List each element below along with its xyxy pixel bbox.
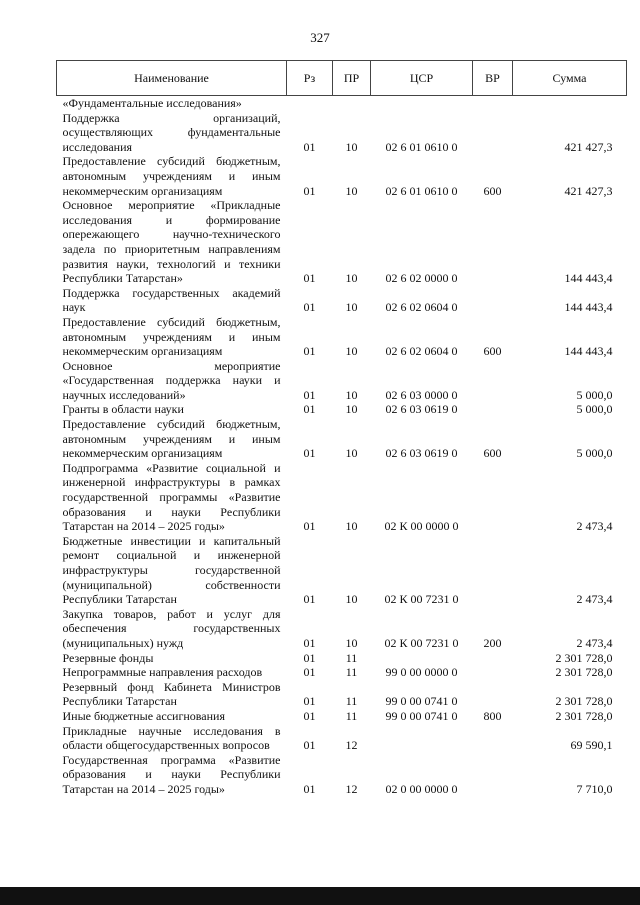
row-name-line: Предоставление субсидий бюджетным, [62,314,281,329]
row-pr: 11 [345,650,358,665]
row-sum: 2 473,4 [576,519,613,534]
header-pr: ПР [333,61,371,96]
row-name-line: некоммерческим организациям [62,183,223,198]
header-rz: Рз [287,61,333,96]
row-csr: 02 6 02 0604 0 [385,300,458,315]
table-row [57,461,627,534]
row-rz: 01 [303,694,316,709]
row-name [57,417,287,461]
row-csr: 99 0 00 0741 0 [385,694,458,709]
row-sum: 7 710,0 [576,781,613,796]
row-sum: 421 427,3 [564,139,613,154]
row-name [57,607,287,651]
row-rz: 01 [303,781,316,796]
row-name-line: некоммерческим организациям [62,446,223,461]
row-pr: 12 [345,781,358,796]
row-name [57,402,287,417]
row-vr [473,286,513,315]
row-rz: 01 [303,402,316,417]
table-row [57,607,627,651]
row-name-line: государственной программы «Развитие [62,490,281,505]
row-name [57,709,287,724]
row-name-line: Татарстан на 2014 – 2025 годы» [62,519,225,534]
row-pr: 10 [345,592,358,607]
row-csr [371,96,473,111]
row-name [57,534,287,607]
table-row [57,753,627,797]
row-csr: 02 6 02 0000 0 [385,271,458,286]
row-rz: 01 [303,446,316,461]
row-name-line: области общегосударственных вопросов [62,738,270,753]
row-name-line: Резервный фонд Кабинета Министров [62,679,281,694]
row-name-line: задела по приоритетным направлениям [62,241,281,256]
row-rz: 01 [303,344,316,359]
table-row [57,111,627,155]
row-name [57,111,287,155]
row-sum: 144 443,4 [564,300,613,315]
row-pr: 10 [345,139,358,154]
row-name-line: Поддержка организаций, [62,110,281,125]
row-name [57,359,287,403]
row-name-line: Непрограммные направления расходов [62,665,263,680]
row-sum: 421 427,3 [564,183,613,198]
row-rz: 01 [303,592,316,607]
row-name-line: Прикладные научные исследования в [62,723,281,738]
table-row [57,154,627,198]
row-pr: 10 [345,271,358,286]
row-name-line: развития науки, технологий и техники [62,256,281,271]
budget-table-container [56,60,626,797]
row-name-line: Республики Татарстан» [62,271,183,286]
row-name-line: Гранты в области науки [62,402,184,417]
row-pr: 11 [345,665,358,680]
row-name-line: образования и науки Республики [62,504,281,519]
row-name-line: исследования и формирование [62,212,281,227]
header-name: Наименование [57,61,287,96]
table-row [57,359,627,403]
row-csr: 02 0 00 0000 0 [385,781,458,796]
row-vr [473,111,513,155]
row-name [57,154,287,198]
table-row [57,315,627,359]
table-body [57,96,627,797]
row-name-line: Предоставление субсидий бюджетным, [62,154,281,169]
row-pr: 12 [345,738,358,753]
row-name [57,753,287,797]
table-row [57,402,627,417]
row-csr: 02 К 00 0000 0 [384,519,459,534]
row-name-line: инженерной инфраструктуры в рамках [62,475,281,490]
row-rz: 01 [303,519,316,534]
row-pr: 11 [345,694,358,709]
row-pr [333,96,371,111]
row-name [57,461,287,534]
row-pr: 10 [345,183,358,198]
row-name-line: исследования [62,139,133,154]
row-sum: 2 301 728,0 [555,708,613,723]
row-name-line: наук [62,300,86,315]
table-row [57,651,627,666]
row-pr: 10 [345,446,358,461]
row-name-line: осуществляющих фундаментальные [62,125,281,140]
row-name-line: Татарстан на 2014 – 2025 годы» [62,781,225,796]
row-vr [473,96,513,111]
table-row [57,417,627,461]
table-row [57,709,627,724]
row-sum: 2 473,4 [576,635,613,650]
row-pr: 10 [345,387,358,402]
row-name-line: автономным учреждениям и иным [62,329,281,344]
row-name [57,286,287,315]
row-name-line: образования и науки Республики [62,767,281,782]
row-name-line: Государственная программа «Развитие [62,752,281,767]
row-sum [513,96,627,111]
row-name-line: инфраструктуры государственной [62,563,281,577]
row-csr: 02 6 01 0610 0 [385,139,458,154]
row-sum: 2 301 728,0 [555,665,613,680]
row-name-line: некоммерческим организациям [62,344,223,359]
row-name-line: автономным учреждениям и иным [62,168,281,183]
row-rz: 01 [303,650,316,665]
table-row [57,198,627,286]
row-csr [371,724,473,753]
row-name-line: Бюджетные инвестиции и капитальный [62,533,281,548]
row-csr: 02 6 01 0610 0 [385,183,458,198]
row-pr: 10 [345,635,358,650]
row-name-line: научных исследований» [62,387,186,402]
row-name-line: Основное мероприятие «Прикладные [62,198,281,213]
row-pr: 11 [345,708,358,723]
row-name-line: (муниципальной) собственности [62,577,281,592]
row-rz: 01 [303,139,316,154]
row-name [57,651,287,666]
row-sum: 69 590,1 [570,738,613,753]
row-sum: 144 443,4 [564,271,613,286]
row-vr [473,680,513,709]
table-header-row [57,61,627,96]
row-sum: 144 443,4 [564,344,613,359]
row-rz: 01 [303,271,316,286]
row-csr: 99 0 00 0741 0 [385,708,458,723]
row-pr: 10 [345,402,358,417]
row-vr [473,724,513,753]
row-sum: 5 000,0 [576,402,613,417]
row-rz: 01 [303,708,316,723]
scan-edge-bar [0,887,640,905]
row-vr [473,665,513,680]
row-name [57,665,287,680]
row-csr: 02 К 00 7231 0 [384,635,459,650]
row-csr: 02 К 00 7231 0 [384,592,459,607]
row-sum: 2 473,4 [576,592,613,607]
row-name-line: Республики Татарстан [62,592,177,607]
row-name-line: обеспечения государственных [62,621,281,636]
row-name [57,96,287,111]
row-rz [287,96,333,111]
row-name [57,680,287,709]
row-rz: 01 [303,300,316,315]
table-row [57,724,627,753]
row-vr: 600 [483,183,502,198]
table-row [57,534,627,607]
row-rz: 01 [303,738,316,753]
header-sum: Сумма [513,61,627,96]
row-name-line: Подпрограмма «Развитие социальной и [62,460,281,475]
row-vr [473,651,513,666]
row-name-line: Иные бюджетные ассигнования [62,708,225,723]
table-row [57,680,627,709]
row-pr: 10 [345,519,358,534]
row-sum: 5 000,0 [576,387,613,402]
row-csr [371,651,473,666]
row-vr: 600 [483,344,502,359]
row-vr: 800 [483,708,502,723]
row-vr [473,753,513,797]
row-name-line: (муниципальных) нужд [62,635,184,650]
row-vr: 600 [483,446,502,461]
header-vr: ВР [473,61,513,96]
row-csr: 02 6 02 0604 0 [385,344,458,359]
row-rz: 01 [303,635,316,650]
row-csr: 02 6 03 0619 0 [385,446,458,461]
table-row [57,286,627,315]
row-name-line: «Государственная поддержка науки и [62,373,281,388]
budget-table [56,60,627,797]
row-name [57,724,287,753]
row-name-line: Предоставление субсидий бюджетным, [62,417,281,432]
row-vr [473,461,513,534]
table-row [57,665,627,680]
row-name-line: автономным учреждениям и иным [62,431,281,446]
row-csr: 99 0 00 0000 0 [385,665,458,680]
row-pr: 10 [345,344,358,359]
row-sum: 2 301 728,0 [555,694,613,709]
row-rz: 01 [303,387,316,402]
row-sum: 2 301 728,0 [555,650,613,665]
row-sum: 5 000,0 [576,446,613,461]
page-number: 327 [310,30,330,45]
row-name-line: Поддержка государственных академий [62,285,281,300]
header-csr: ЦСР [371,61,473,96]
row-vr [473,198,513,286]
row-vr [473,534,513,607]
row-name-line: Республики Татарстан [62,694,177,709]
row-rz: 01 [303,665,316,680]
row-pr: 10 [345,300,358,315]
row-csr: 02 6 03 0000 0 [385,387,458,402]
row-rz: 01 [303,183,316,198]
row-name-line: Резервные фонды [62,650,154,665]
row-name [57,198,287,286]
row-vr [473,402,513,417]
row-name-line: Основное мероприятие [62,358,281,373]
row-name [57,315,287,359]
table-row [57,96,627,111]
row-vr: 200 [483,635,502,650]
row-vr [473,359,513,403]
row-name-line: «Фундаментальные исследования» [62,96,242,110]
row-csr: 02 6 03 0619 0 [385,402,458,417]
row-name-line: Закупка товаров, работ и услуг для [62,606,281,621]
row-name-line: опережающего научно-технического [62,227,281,242]
row-name-line: ремонт социальной и инженерной [62,548,281,563]
